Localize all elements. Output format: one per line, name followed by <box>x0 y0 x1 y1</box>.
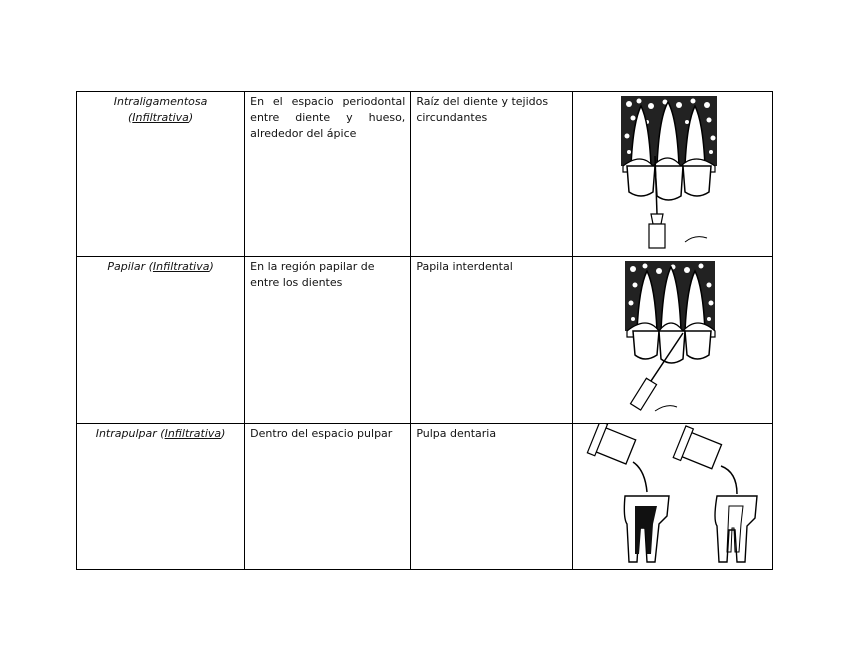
technique-type: Infiltrativa <box>164 427 222 440</box>
table-row <box>77 92 773 257</box>
technique-name: Intraligamentosa <box>113 95 208 108</box>
technique-type: Infiltrativa <box>152 260 210 273</box>
illustration-cell <box>573 257 773 424</box>
target-cell: Raíz del diente y tejidos circundantes <box>411 92 573 257</box>
intrapulpal-injection-illustration-icon <box>573 424 769 565</box>
location-cell: En el espacio periodontal entre diente y hueso, alrededor del ápice <box>245 92 411 257</box>
target-cell: Papila interdental <box>411 257 573 424</box>
table-row <box>77 257 773 424</box>
anesthesia-techniques-table <box>76 91 773 570</box>
intraligamentary-injection-illustration-icon <box>573 92 769 252</box>
technique-cell: Papilar (Infiltrativa) <box>77 257 245 424</box>
table-row <box>77 424 773 570</box>
technique-cell: Intrapulpar (Infiltrativa) <box>77 424 245 570</box>
illustration-cell <box>573 424 773 570</box>
papillary-injection-illustration-icon <box>573 257 769 419</box>
technique-name: Intrapulpar <box>95 427 157 440</box>
location-cell: Dentro del espacio pulpar <box>245 424 411 570</box>
location-cell: En la región papilar de entre los dientes <box>245 257 411 424</box>
target-cell: Pulpa dentaria <box>411 424 573 570</box>
technique-name: Papilar <box>107 260 146 273</box>
technique-cell: Intraligamentosa (Infiltrativa) <box>77 92 245 257</box>
technique-type: Infiltrativa <box>132 111 189 124</box>
illustration-cell <box>573 92 773 257</box>
